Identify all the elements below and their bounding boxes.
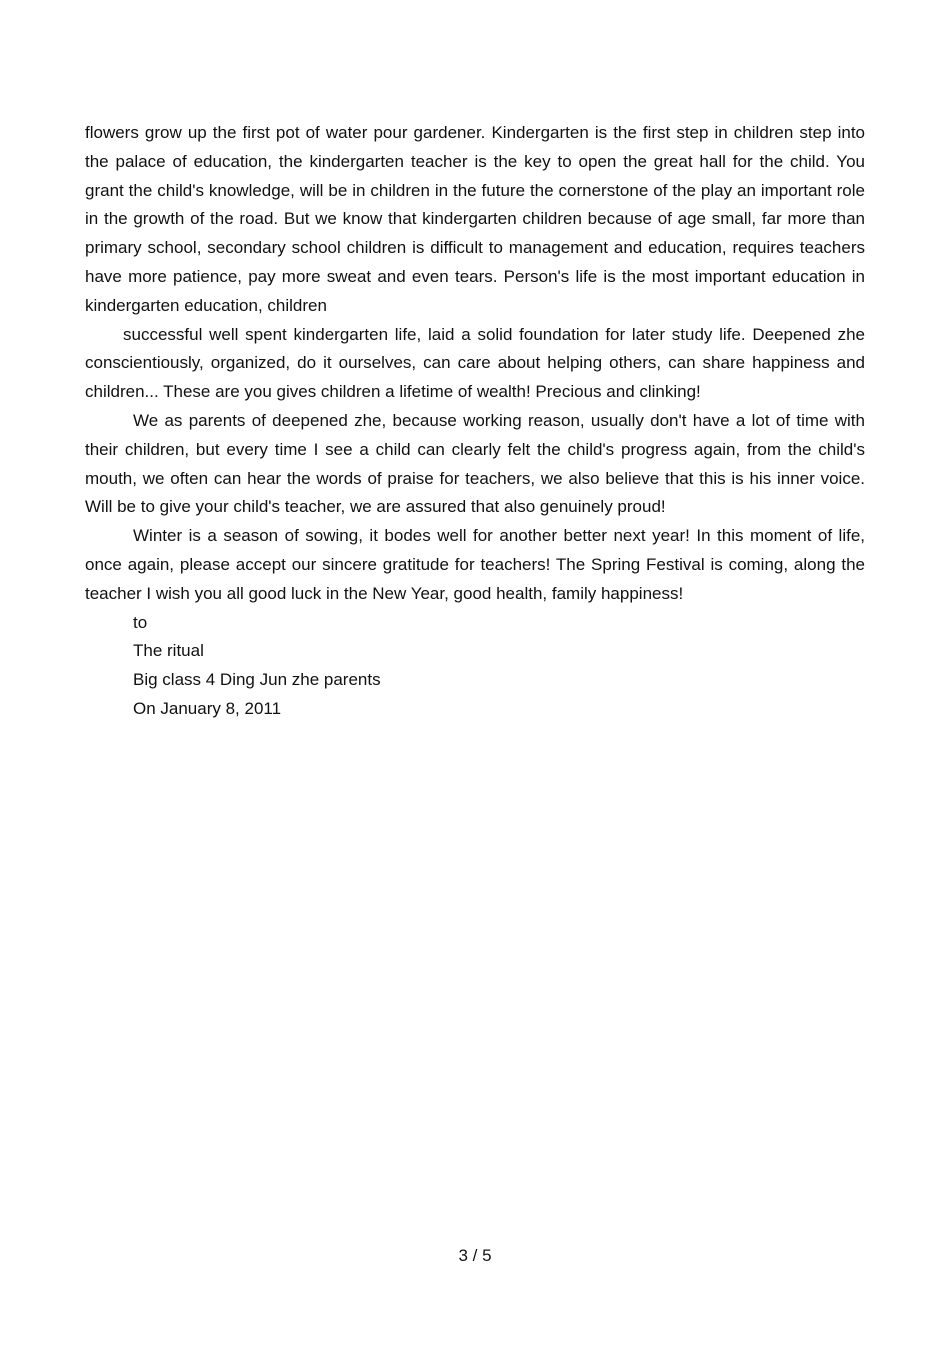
- closing-signature: Big class 4 Ding Jun zhe parents: [133, 670, 381, 690]
- paragraph-3: We as parents of deepened zhe, because working reason, usually don't have a lot of time with their children, but every time I see a child can clearly felt the child's progress again, from the child's mouth, we often can hear the words of praise for teachers, we also believe that this is his inner voice. Will be to give your child's teacher, we are assured that also genuinely proud!: [85, 410, 865, 517]
- closing-to: to: [133, 612, 148, 632]
- paragraph-2: successful well spent kindergarten life, laid a solid foundation for later study life. Deepened zhe conscientiously, organized, do it ourselves, can care about helping others, can share happiness and children... These are you gives children a lifetime of wealth! Precious and clinking!: [85, 324, 865, 402]
- paragraph-1: flowers grow up the first pot of water pour gardener. Kindergarten is the first step in children step into the palace of education, the kindergarten teacher is the key to open the great hall for the child. You grant the child's knowledge, will be in children in the future the cornerstone of the play an important role in the growth of the road. But we know that kindergarten children because of age small, far more than primary school, secondary school children is difficult to management and education, requires teachers have more patience, pay more sweat and even tears. Person's life is the most important education in kindergarten education, children: [85, 123, 865, 315]
- closing-ritual: The ritual: [133, 641, 204, 661]
- paragraph-4: Winter is a season of sowing, it bodes well for another better next year! In this moment of life, once again, please accept our sincere gratitude for teachers! The Spring Festival is coming, along the teacher I wish you all good luck in the New Year, good health, family happiness!: [85, 526, 865, 603]
- page-number: 3 / 5: [458, 1246, 492, 1265]
- letter-body: [85, 119, 865, 724]
- closing-date: On January 8, 2011: [133, 698, 282, 718]
